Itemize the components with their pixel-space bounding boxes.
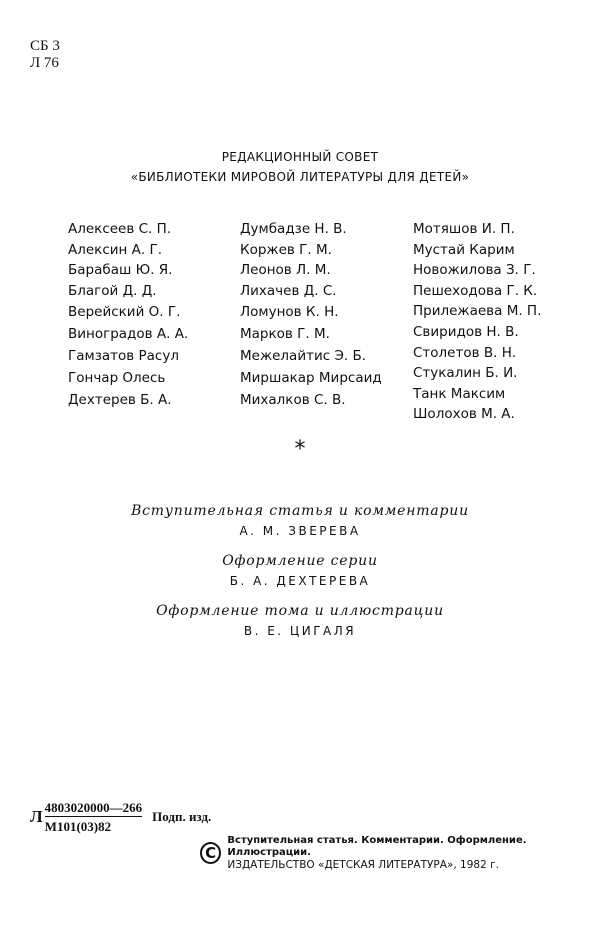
council-member: Благой Д. Д. — [68, 282, 157, 299]
council-member: Новожилова З. Г. — [413, 262, 536, 279]
council-member: Думбадзе Н. В. — [240, 221, 347, 237]
council-member: Мотяшов И. П. — [413, 221, 515, 237]
catalog-index — [30, 800, 211, 834]
council-member: Лихачев Д. С. — [240, 282, 337, 299]
council-member: Виноградов А. А. — [68, 326, 189, 343]
council-member: Межелайтис Э. Б. — [240, 348, 367, 365]
credit-person: В. Е. ЦИГАЛЯ — [243, 624, 357, 638]
council-member: Стукалин Б. И. — [413, 365, 518, 382]
council-member: Ломунов К. Н. — [240, 304, 339, 321]
asterism-separator: * — [294, 437, 306, 462]
council-column-2 — [240, 219, 382, 411]
catalog-numerator: 4803020000—266 — [44, 800, 143, 815]
catalog-letter: Л — [30, 807, 43, 826]
credit-role: Оформление серии — [222, 553, 378, 569]
council-member: Леонов Л. М. — [240, 262, 331, 279]
council-member: Гончар Олесь — [68, 370, 166, 387]
council-member: Пешеходова Г. К. — [413, 282, 538, 299]
council-member: Столетов В. Н. — [413, 344, 517, 361]
council-member: Алексин А. Г. — [68, 241, 162, 258]
council-member: Алексеев С. П. — [68, 221, 172, 237]
copyright-icon: C — [200, 842, 221, 864]
credit-person: А. М. ЗВЕРЕВА — [239, 524, 361, 538]
council-member: Миршакар Мирсаид — [240, 370, 382, 387]
copyright-line-2: ИЗДАТЕЛЬСТВО «ДЕТСКАЯ ЛИТЕРАТУРА», 1982 г. — [227, 859, 499, 871]
council-member: Барабаш Ю. Я. — [68, 262, 173, 279]
copyright-text — [227, 835, 600, 871]
council-title: РЕДАКЦИОННЫЙ СОВЕТ — [221, 150, 379, 164]
council-member: Михалков С. В. — [240, 392, 346, 409]
credit-person: Б. А. ДЕХТЕРЕВА — [229, 574, 371, 588]
credit-role: Вступительная статья и комментарии — [131, 503, 469, 519]
council-subtitle: «БИБЛИОТЕКИ МИРОВОЙ ЛИТЕРАТУРЫ ДЛЯ ДЕТЕЙ» — [130, 170, 470, 184]
credit-series-design — [0, 553, 600, 588]
council-column-1 — [68, 219, 188, 411]
copyright-block — [200, 835, 600, 871]
classification-line-2: Л 76 — [30, 55, 59, 71]
council-member: Свиридов Н. В. — [413, 323, 519, 340]
catalog-denominator: М101(03)82 — [44, 819, 112, 834]
classification-line-1: СБ 3 — [30, 38, 60, 54]
credit-introduction — [0, 503, 600, 538]
credit-role: Оформление тома и иллюстрации — [156, 603, 444, 619]
credit-volume-design — [0, 603, 600, 638]
council-column-3 — [413, 219, 541, 425]
copyright-line-1: Вступительная статья. Комментарии. Оформление. Иллюстрации. — [227, 835, 527, 858]
council-member: Марков Г. М. — [240, 326, 330, 343]
catalog-fraction — [45, 800, 143, 834]
council-member: Мустай Карим — [413, 241, 515, 258]
council-member: Коржев Г. М. — [240, 241, 332, 258]
council-member: Гамзатов Расул — [68, 348, 179, 365]
catalog-note: Подп. изд. — [152, 809, 212, 824]
council-member: Прилежаева М. П. — [413, 303, 542, 320]
council-member: Шолохов М. А. — [413, 406, 515, 423]
council-member: Танк Максим — [413, 385, 506, 402]
classification-code — [30, 38, 60, 72]
council-member: Дехтерев Б. А. — [68, 392, 172, 409]
council-member: Верейский О. Г. — [68, 304, 181, 321]
